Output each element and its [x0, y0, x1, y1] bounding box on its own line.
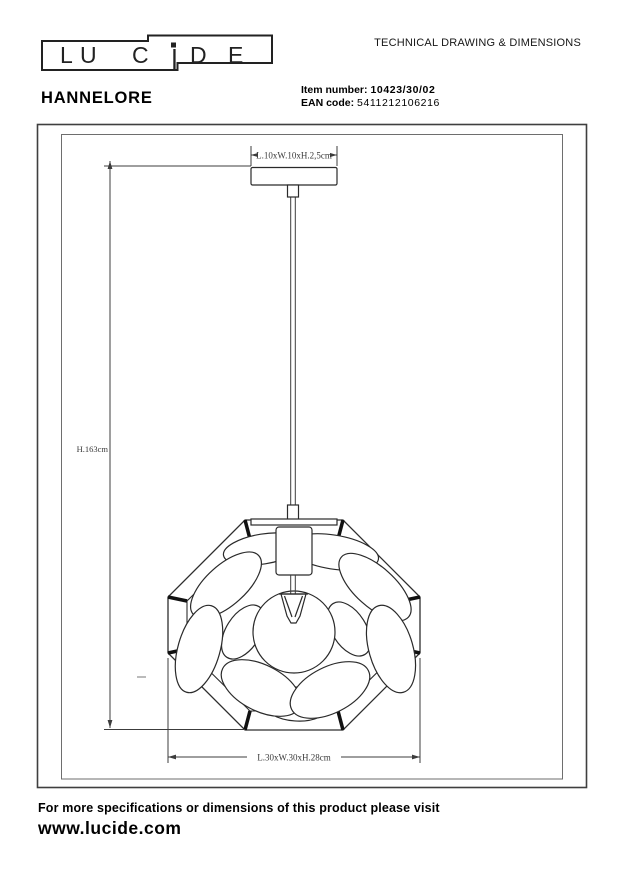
- footer-note: For more specifications or dimensions of this product please visit: [38, 801, 440, 815]
- item-number-value: 10423/30/02: [370, 84, 436, 96]
- product-name: HANNELORE: [41, 89, 153, 107]
- logo-letter: D: [190, 42, 207, 68]
- logo-letter: C: [132, 42, 149, 68]
- canopy-dimension-label: L.10xW.10xH.2,5cm: [256, 150, 332, 161]
- shade-dimension-label: L.30xW.30xH.28cm: [257, 752, 331, 763]
- height-dimension-label: H.163cm: [76, 444, 108, 454]
- suspension-rod: [291, 197, 296, 527]
- ceiling-canopy: [251, 168, 337, 198]
- doc-type-label: TECHNICAL DRAWING & DIMENSIONS: [374, 37, 581, 49]
- canopy-dimension: [251, 146, 337, 166]
- rod-coupler: [288, 505, 299, 520]
- website-url: www.lucide.com: [38, 818, 182, 838]
- pendant-lamp-drawing: [137, 168, 425, 731]
- footer: [38, 801, 440, 839]
- ean-label: EAN code:: [301, 97, 355, 109]
- logo-letter: U: [80, 42, 97, 68]
- item-number-label: Item number:: [301, 84, 368, 96]
- logo-letter: E: [228, 42, 244, 68]
- socket: [276, 527, 312, 575]
- logo-letter: L: [60, 42, 73, 68]
- ean-value: 5411212106216: [357, 97, 440, 109]
- mounting-bar: [251, 519, 337, 525]
